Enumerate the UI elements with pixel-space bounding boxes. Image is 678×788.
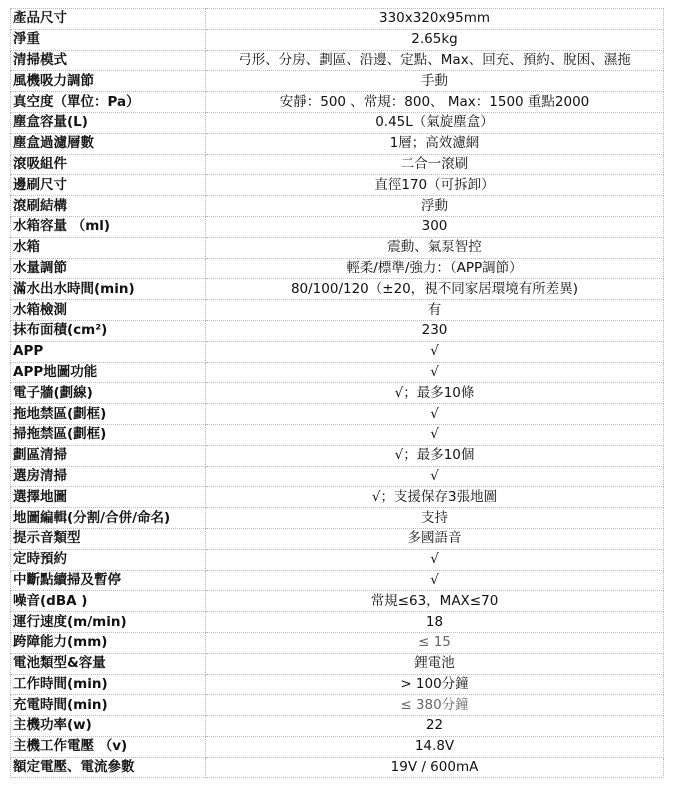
spec-value: 19V / 600mA — [206, 757, 664, 778]
spec-row — [11, 341, 664, 362]
spec-value: 直徑170（可拆卸） — [206, 175, 664, 196]
spec-label: 地圖編輯(分割/合併/命名) — [11, 508, 206, 529]
spec-value: 常規≤63，MAX≤70 — [206, 591, 664, 612]
spec-value: 手動 — [206, 71, 664, 92]
spec-value: 安靜：500 、常規：800、 Max：1500 重點2000 — [206, 92, 664, 113]
spec-row — [11, 757, 664, 778]
spec-row — [11, 424, 664, 445]
spec-table — [10, 8, 664, 778]
spec-value: √ — [206, 570, 664, 591]
spec-row — [11, 196, 664, 217]
spec-row — [11, 216, 664, 237]
spec-row — [11, 175, 664, 196]
spec-value: 震動、氣泵智控 — [206, 237, 664, 258]
spec-label: 提示音類型 — [11, 528, 206, 549]
spec-value: √ — [206, 466, 664, 487]
spec-value: ≤ 380分鐘 — [206, 695, 664, 716]
spec-sheet — [10, 8, 664, 778]
spec-label: 選擇地圖 — [11, 487, 206, 508]
spec-row — [11, 9, 664, 30]
spec-label: 塵盒過濾層數 — [11, 133, 206, 154]
spec-label: 噪音(dBA ) — [11, 591, 206, 612]
spec-label: 真空度（單位：Pa） — [11, 92, 206, 113]
spec-value: √ — [206, 362, 664, 383]
spec-value: 輕柔/標準/強力：（APP調節） — [206, 258, 664, 279]
spec-value: 22 — [206, 716, 664, 737]
spec-value: √ — [206, 341, 664, 362]
spec-row — [11, 612, 664, 633]
spec-label: 主機工作電壓 （v) — [11, 736, 206, 757]
spec-label: 充電時間(min) — [11, 695, 206, 716]
spec-label: 水箱容量 （ml) — [11, 216, 206, 237]
spec-value: √；最多10個 — [206, 445, 664, 466]
spec-row — [11, 695, 664, 716]
spec-label: 定時預約 — [11, 549, 206, 570]
spec-value: 鋰電池 — [206, 653, 664, 674]
spec-label: 拖地禁區(劃框) — [11, 404, 206, 425]
spec-label: 塵盒容量(L) — [11, 112, 206, 133]
spec-value: 18 — [206, 612, 664, 633]
spec-value: √ — [206, 404, 664, 425]
spec-label: 中斷點續掃及暫停 — [11, 570, 206, 591]
spec-value: 弓形、分房、劃區、沿邊、定點、Max、回充、預約、脫困、濕拖 — [206, 50, 664, 71]
spec-row — [11, 133, 664, 154]
spec-label: 劃區清掃 — [11, 445, 206, 466]
spec-value: √；最多10條 — [206, 383, 664, 404]
spec-label: 水箱 — [11, 237, 206, 258]
spec-label: APP — [11, 341, 206, 362]
spec-row — [11, 653, 664, 674]
spec-label: 滾刷結構 — [11, 196, 206, 217]
spec-row — [11, 112, 664, 133]
spec-value: 330x320x95mm — [206, 9, 664, 30]
spec-value: 浮動 — [206, 196, 664, 217]
spec-row — [11, 487, 664, 508]
spec-row — [11, 508, 664, 529]
spec-label: 選房清掃 — [11, 466, 206, 487]
spec-label: 主機功率(w) — [11, 716, 206, 737]
spec-value: √ — [206, 424, 664, 445]
spec-value: 2.65kg — [206, 29, 664, 50]
spec-value: > 100分鐘 — [206, 674, 664, 695]
spec-value: 80/100/120（±20，視不同家居環境有所差異) — [206, 279, 664, 300]
spec-row — [11, 50, 664, 71]
spec-row — [11, 71, 664, 92]
spec-label: 產品尺寸 — [11, 9, 206, 30]
spec-value: √ — [206, 549, 664, 570]
spec-label: 電池類型&容量 — [11, 653, 206, 674]
spec-label: 額定電壓、電流參數 — [11, 757, 206, 778]
spec-row — [11, 404, 664, 425]
spec-label: 水量調節 — [11, 258, 206, 279]
spec-row — [11, 154, 664, 175]
spec-label: 滿水出水時間(min) — [11, 279, 206, 300]
spec-value: 300 — [206, 216, 664, 237]
spec-label: 水箱檢測 — [11, 300, 206, 321]
spec-row — [11, 445, 664, 466]
spec-label: 工作時間(min) — [11, 674, 206, 695]
spec-row — [11, 632, 664, 653]
spec-row — [11, 674, 664, 695]
spec-value: 有 — [206, 300, 664, 321]
spec-row — [11, 279, 664, 300]
spec-label: 滾吸組件 — [11, 154, 206, 175]
spec-row — [11, 237, 664, 258]
spec-table-body — [11, 9, 664, 778]
spec-value: 支持 — [206, 508, 664, 529]
spec-row — [11, 736, 664, 757]
spec-row — [11, 92, 664, 113]
spec-label: 電子牆(劃線) — [11, 383, 206, 404]
spec-row — [11, 591, 664, 612]
spec-label: 運行速度(m/min) — [11, 612, 206, 633]
spec-row — [11, 29, 664, 50]
spec-row — [11, 570, 664, 591]
spec-row — [11, 320, 664, 341]
spec-value: 230 — [206, 320, 664, 341]
spec-row — [11, 383, 664, 404]
spec-label: 掃拖禁區(劃框) — [11, 424, 206, 445]
spec-value: ≤ 15 — [206, 632, 664, 653]
spec-row — [11, 716, 664, 737]
spec-value: √；支援保存3張地圖 — [206, 487, 664, 508]
spec-label: 清掃模式 — [11, 50, 206, 71]
spec-value: 多國語音 — [206, 528, 664, 549]
spec-row — [11, 300, 664, 321]
spec-row — [11, 258, 664, 279]
spec-value: 二合一滾刷 — [206, 154, 664, 175]
spec-label: 邊刷尺寸 — [11, 175, 206, 196]
spec-label: 抹布面積(cm²) — [11, 320, 206, 341]
spec-label: 跨障能力(mm) — [11, 632, 206, 653]
spec-row — [11, 466, 664, 487]
spec-value: 0.45L（氣旋塵盒） — [206, 112, 664, 133]
spec-label: 淨重 — [11, 29, 206, 50]
spec-row — [11, 362, 664, 383]
spec-label: 風機吸力調節 — [11, 71, 206, 92]
spec-label: APP地圖功能 — [11, 362, 206, 383]
spec-row — [11, 549, 664, 570]
spec-value: 1層；高效濾網 — [206, 133, 664, 154]
spec-row — [11, 528, 664, 549]
spec-value: 14.8V — [206, 736, 664, 757]
